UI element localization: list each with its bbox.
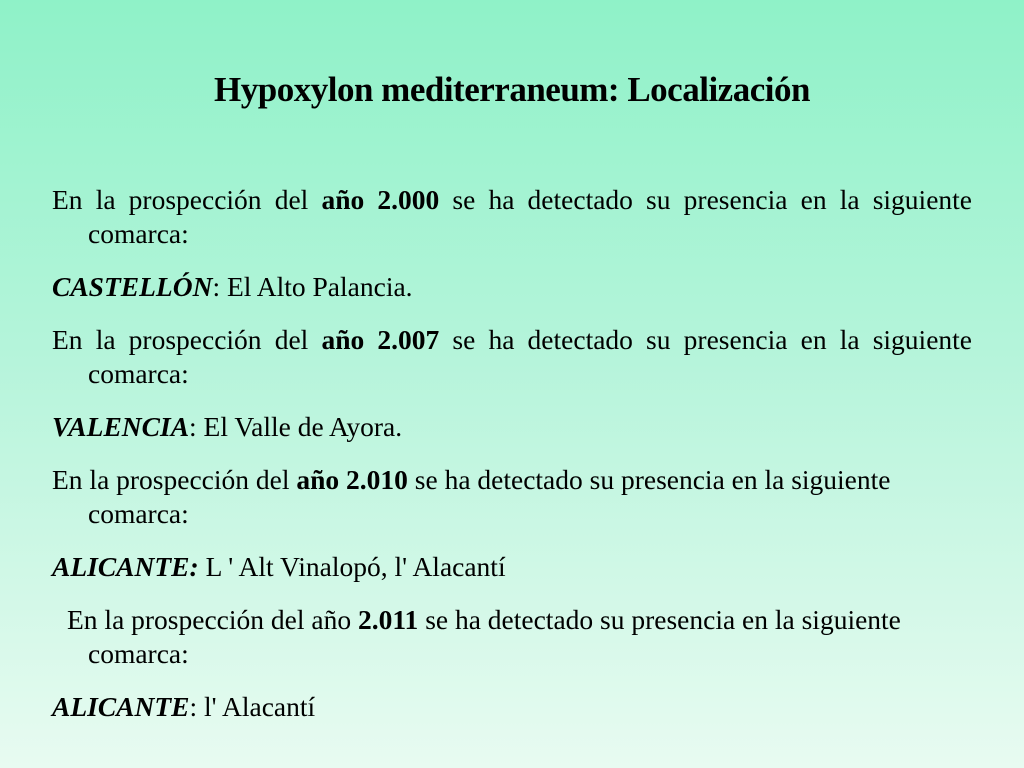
region-name: VALENCIA: [52, 411, 190, 442]
slide-title: Hypoxylon mediterraneum: Localización: [214, 70, 810, 109]
paragraph-text: se ha detectado su presencia en la siguiente comarca:: [88, 324, 972, 389]
paragraph-text: se ha detectado su presencia en la siguiente comarca:: [88, 604, 901, 669]
comarca-text: : El Alto Palancia.: [212, 271, 413, 302]
comarca-text: L ' Alt Vinalopó, l' Alacantí: [198, 551, 506, 582]
region-line-alicante-2010: [52, 550, 972, 584]
year-label: 2.011: [357, 604, 419, 635]
slide-body: [52, 183, 972, 743]
region-line-castellon: [52, 270, 972, 304]
region-name: CASTELLÓN: [52, 271, 213, 302]
region-name: ALICANTE: [52, 691, 190, 722]
paragraph-text: En la prospección del: [52, 324, 322, 355]
prospection-paragraph-2007: [52, 323, 972, 391]
region-line-valencia: [52, 410, 972, 444]
comarca-text: : l' Alacantí: [189, 691, 316, 722]
prospection-paragraph-2000: [52, 183, 972, 251]
prospection-paragraph-2010: [52, 463, 972, 531]
paragraph-text: En la prospección del: [52, 184, 322, 215]
region-line-alicante-2011: [52, 690, 972, 724]
paragraph-text: En la prospección del año: [67, 604, 358, 635]
region-name: ALICANTE:: [52, 551, 199, 582]
year-label: año 2.007: [321, 324, 440, 355]
paragraph-text: En la prospección del: [52, 464, 297, 495]
prospection-paragraph-2011: [52, 603, 972, 671]
paragraph-text: se ha detectado su presencia en la siguiente comarca:: [88, 464, 891, 529]
year-label: año 2.010: [296, 464, 408, 495]
year-label: año 2.000: [321, 184, 440, 215]
paragraph-text: se ha detectado su presencia en la siguiente comarca:: [88, 184, 972, 249]
comarca-text: : El Valle de Ayora.: [189, 411, 403, 442]
